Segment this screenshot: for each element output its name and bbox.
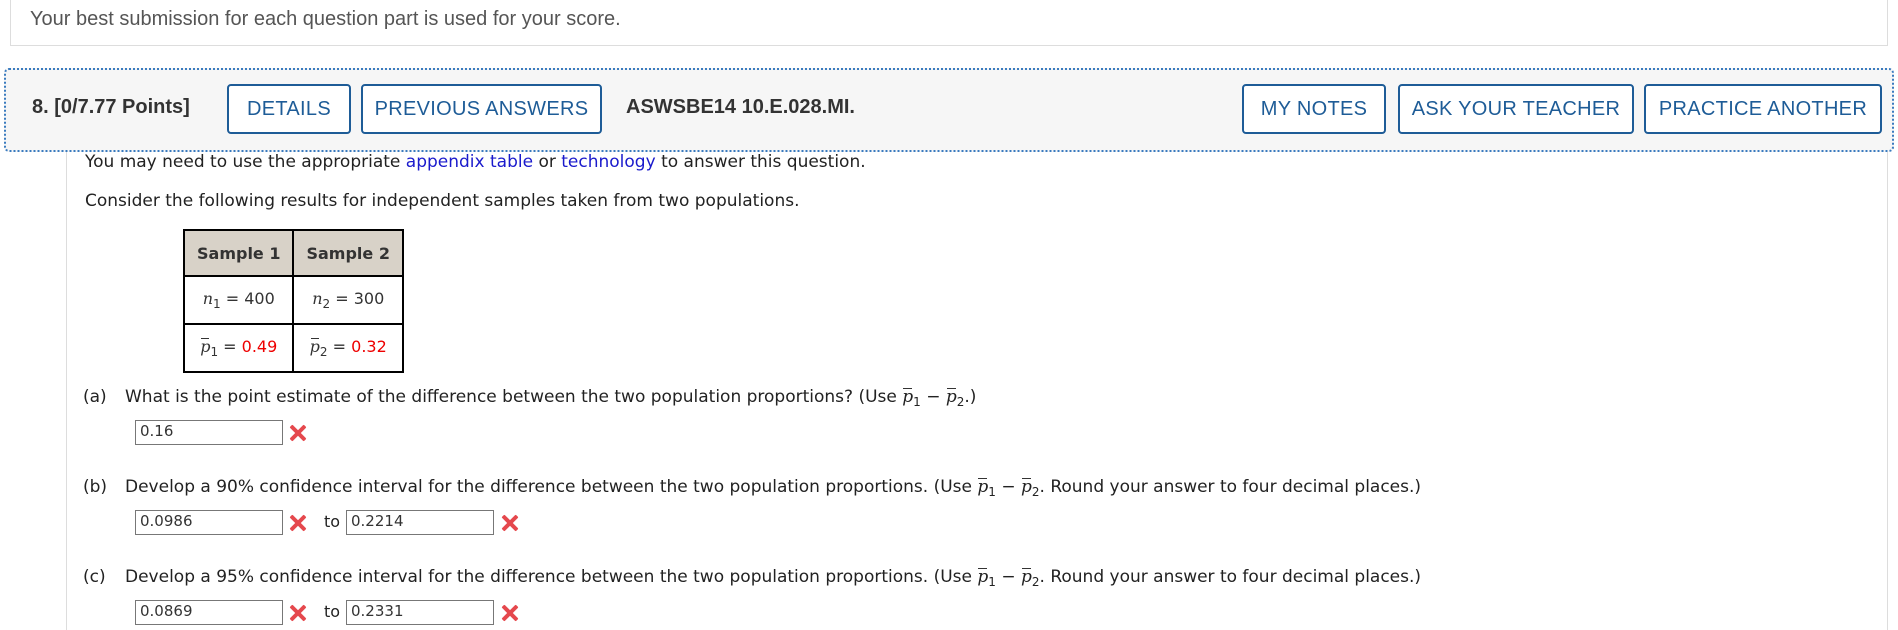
part-b-question: (b) Develop a 90% confidence interval for the difference between the two population proportions. (Use $p_1 - p_2$. Round your answer to four decimal places.) [83,477,1422,499]
part-b-label: (b) [83,477,108,497]
part-b-lower-input[interactable]: 0.0986 [135,510,283,535]
details-button[interactable]: DETAILS [227,84,351,134]
n2-cell: $n_2 = 300$ [293,276,402,324]
practice-another-button[interactable]: PRACTICE ANOTHER [1644,84,1882,134]
technology-link[interactable]: technology [561,152,656,172]
part-c-question: (c) Develop a 95% confidence interval for the difference between the two population proportions. (Use $p_1 - p_2$. Round your answer to four decimal places.) [83,567,1422,589]
intro-mid: or [538,152,556,172]
appendix-table-link[interactable]: appendix table [405,152,534,172]
my-notes-button[interactable]: MY NOTES [1242,84,1386,134]
previous-answers-button[interactable]: PREVIOUS ANSWERS [361,84,602,134]
ask-your-teacher-button[interactable]: ASK YOUR TEACHER [1398,84,1634,134]
part-c-lower-input[interactable]: 0.0869 [135,600,283,625]
incorrect-x-icon [289,514,307,532]
to-label: to [324,512,341,531]
part-c-text: Develop a 95% confidence interval for the difference between the two population proportions. (Use [125,567,972,587]
part-a-answer-input[interactable]: 0.16 [135,420,283,445]
question-code: ASWSBE14 10.E.028.MI. [626,96,855,118]
sample-1-header: Sample 1 [184,230,293,276]
part-a-label: (a) [83,387,107,407]
part-b-upper-input[interactable]: 0.2214 [346,510,494,535]
score-notice-box [10,0,1888,46]
sample-2-header: Sample 2 [293,230,402,276]
sample-table [183,229,404,373]
part-a-question: (a) What is the point estimate of the difference between the two population proportions? (Use $p_1 - p_2$.) [83,387,977,409]
part-c-label: (c) [83,567,106,587]
to-label: to [324,602,341,621]
consider-text: Consider the following results for independent samples taken from two populations. [85,191,800,211]
incorrect-x-icon [501,514,519,532]
intro-pre: You may need to use the appropriate [85,152,401,172]
question-header [4,68,1894,152]
intro-post: to answer this question. [661,152,866,172]
incorrect-x-icon [289,604,307,622]
n1-cell: $n_1 = 400$ [184,276,293,324]
question-number-points: 8. [0/7.77 Points] [32,96,190,118]
p2-cell: $p_2 = 0.32$ [293,324,402,372]
score-notice: Your best submission for each question part is used for your score. [30,8,621,30]
incorrect-x-icon [289,424,307,442]
p1-cell: $p_1 = 0.49$ [184,324,293,372]
incorrect-x-icon [501,604,519,622]
intro-line [85,152,866,172]
part-c-upper-input[interactable]: 0.2331 [346,600,494,625]
part-b-text: Develop a 90% confidence interval for the difference between the two population proportions. (Use [125,477,972,497]
question-body [66,152,1888,630]
part-a-text: What is the point estimate of the difference between the two population proportions? (Use [125,387,897,407]
